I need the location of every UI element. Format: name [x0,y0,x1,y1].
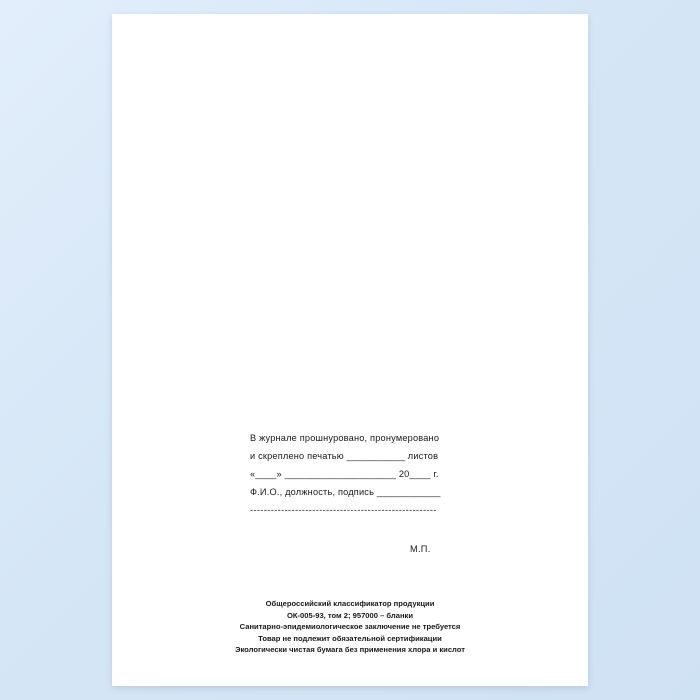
document-page [112,14,588,686]
footer-block [112,598,588,656]
stamp-place-label: М.П. [410,544,431,554]
footer-line-3: Санитарно-эпидемиологическое заключение не требуется [239,622,461,632]
footer-line-4: Товар не подлежит обязательной сертификации [258,633,442,643]
page-content [112,14,588,686]
footer-line-2: ОК-005-93, том 2; 957000 – бланки [286,610,414,620]
certification-line-5: ------------------------------------------------------ [250,505,437,515]
certification-line-4: Ф.И.О., должность, подпись ____________ [250,487,441,497]
certification-block [250,429,570,519]
footer-line-1: Общероссийский классификатор продукции [265,599,435,608]
footer-line-5: Экологически чистая бумага без применения хлора и кислот [235,645,465,655]
certification-line-1: В журнале прошнуровано, пронумеровано [250,433,440,443]
certification-line-3: «____» _____________________ 20____ г. [250,469,439,479]
certification-line-2: и скреплено печатью ___________ листов [250,451,439,461]
